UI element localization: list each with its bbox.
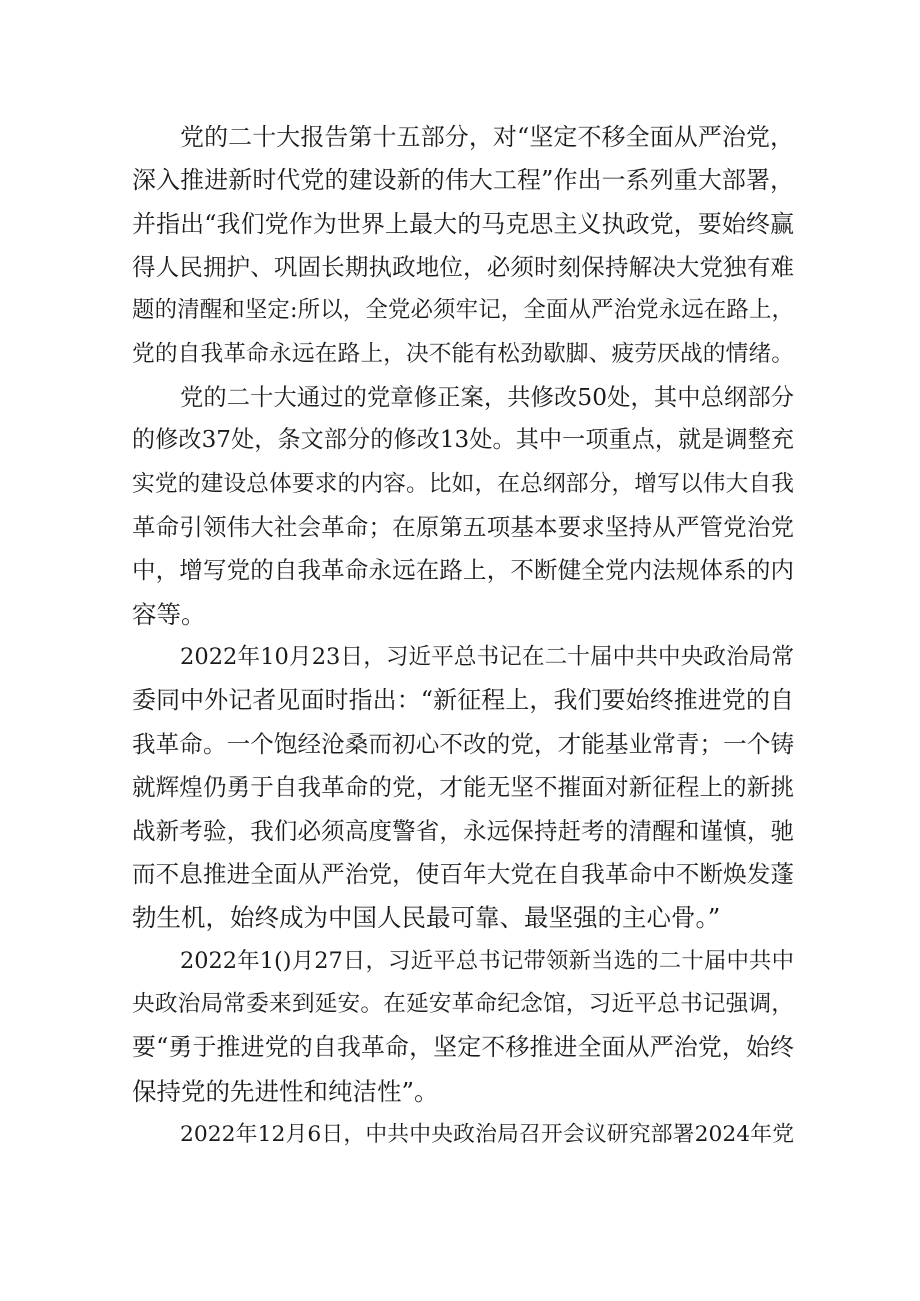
text-line: 深入推进新时代党的建设新的伟大工程”作出一系列重大部署， xyxy=(132,166,794,195)
text-line: 革命引领伟大社会革命；在原第五项基本要求坚持从严管党治党 xyxy=(132,513,794,542)
text-line: 委同中外记者见面时指出：“新征程上，我们要始终推进党的自 xyxy=(132,686,794,715)
text-line: 实党的建设总体要求的内容。比如，在总纲部分，增写以伟大自我 xyxy=(132,470,794,497)
paragraph xyxy=(132,376,794,636)
text-line: 并指出“我们党作为世界上最大的马克思主义执政党，要始终赢 xyxy=(132,209,794,238)
text-line: 而不息推进全面从严治党，使百年大党在自我革命中不断焕发蓬 xyxy=(132,859,794,888)
paragraph xyxy=(132,1113,794,1156)
text-line: 勃生机，始终成为中国人民最可靠、最坚强的主心骨。” xyxy=(132,903,721,933)
text-line: 的修改37处，条文部分的修改13处。其中一项重点，就是调整充 xyxy=(132,427,794,454)
text-line: 容等。 xyxy=(132,599,206,629)
article-body xyxy=(132,116,794,1156)
text-line: 题的清醒和坚定:所以，全党必须牢记，全面从严治党永远在路上， xyxy=(132,297,794,324)
text-line: 得人民拥护、巩固长期执政地位，必须时刻保持解决大党独有难 xyxy=(132,253,794,282)
text-line: 党的二十大通过的党章修正案，共修改50处，其中总纲部分 xyxy=(180,384,794,412)
text-line: 2022年1()月27日，习近平总书记带领新当选的二十届中共中 xyxy=(180,947,794,974)
paragraph xyxy=(132,940,794,1113)
text-line: 战新考验，我们必须高度警省，永远保持赶考的清醒和谨慎，驰 xyxy=(132,816,794,845)
text-line: 党的二十大报告第十五部分，对“坚定不移全面从严治党， xyxy=(180,123,794,151)
text-line: 就辉煌仍勇于自我革命的党，才能无坚不摧面对新征程上的新挑 xyxy=(132,773,794,802)
text-line: 中，增写党的自我革命永远在路上，不断健全党内法规体系的内 xyxy=(132,556,794,585)
paragraph xyxy=(132,636,794,939)
text-line: 2022年10月23日，习近平总书记在二十届中共中央政治局常 xyxy=(180,644,794,671)
text-line: 要“勇于推进党的自我革命，坚定不移推进全面从严治党，始终 xyxy=(132,1033,794,1062)
text-line: 2022年12月6日，中共中央政治局召开会议研究部署2024年党 xyxy=(180,1121,794,1147)
text-line: 保持党的先进性和纯洁性”。 xyxy=(132,1076,439,1106)
text-line: 党的自我革命永远在路上，决不能有松劲歇脚、疲劳厌战的情绪。 xyxy=(132,340,794,367)
text-line: 我革命。一个饱经沧桑而初心不改的党，才能基业常青；一个铸 xyxy=(132,729,794,758)
text-line: 央政治局常委来到延安。在延安革命纪念馆，习近平总书记强调， xyxy=(132,990,794,1017)
paragraph xyxy=(132,116,794,376)
